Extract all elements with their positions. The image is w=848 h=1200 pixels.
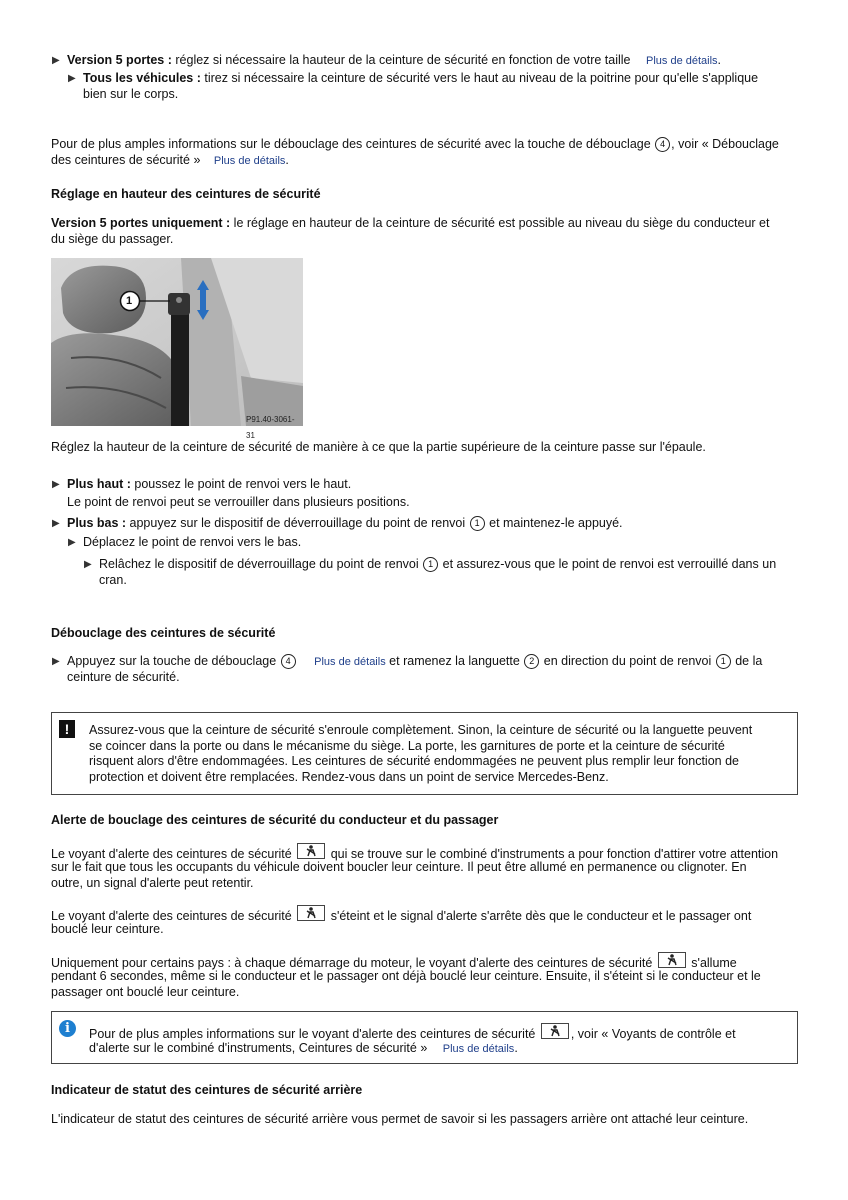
alert-para-3-cont: pendant 6 secondes, même si le conducteur et le passager ont déjà bouclé leur ceinture. Ensuite, il s'éteint si le conducteur et le <box>51 969 761 983</box>
callout-1-icon: 1 <box>716 654 731 669</box>
bullet-icon: ▶ <box>68 73 76 84</box>
callout-1-icon: 1 <box>470 516 485 531</box>
rear-para: L'indicateur de statut des ceintures de sécurité arrière vous permet de savoir si les passagers arrière ont attaché leur ceinture. <box>51 1112 749 1126</box>
alert-section-title: Alerte de bouclage des ceintures de sécurité du conducteur et du passager <box>51 813 499 827</box>
alert-para-1: Le voyant d'alerte des ceintures de sécurité qui se trouve sur le combiné d'instruments a pour fonction d'attirer votre attention <box>51 843 778 862</box>
bullet-all-vehicles-cont: bien sur le corps. <box>83 87 179 101</box>
bullet-icon: ▶ <box>52 479 60 490</box>
callout-2-icon: 2 <box>524 654 539 669</box>
bullet-icon: ▶ <box>52 55 60 66</box>
callout-4-icon: 4 <box>281 654 296 669</box>
alert-para-3-cont: passager ont bouclé leur ceinture. <box>51 985 240 999</box>
info-icon: i <box>59 1020 76 1037</box>
seatbelt-height-illustration <box>51 258 303 440</box>
seat-drawing <box>51 258 303 426</box>
seatbelt-warning-icon <box>297 905 325 921</box>
alert-para-1-cont: sur le fait que tous les occupants du véhicule doivent boucler leur ceinture. Il peut être allumé en permanence ou clignoter. En <box>51 860 747 874</box>
unbuckle-info-paragraph: Pour de plus amples informations sur le débouclage des ceintures de sécurité avec la touche de débouclage 4 , voir « Débouclage <box>51 137 779 151</box>
info-text-line: Pour de plus amples informations sur le voyant d'alerte des ceintures de sécurité , voir « Voyants de contrôle et <box>89 1023 736 1042</box>
bullet-icon: ▶ <box>52 656 60 667</box>
step-release: Relâchez le dispositif de déverrouillage du point de renvoi 1 et assurez-vous que le point de renvoi est verrouillé dans un <box>99 557 777 571</box>
step-up: Plus haut : poussez le point de renvoi vers le haut. <box>67 477 352 491</box>
unbuckle-step: Appuyez sur la touche de débouclage 4 Plus de détails et ramenez la languette 2 en direction du point de renvoi 1 de la <box>67 654 763 668</box>
bullet-icon: ▶ <box>84 559 92 570</box>
bullet-icon: ▶ <box>68 537 76 548</box>
details-link[interactable]: Plus de détails <box>442 1043 515 1055</box>
unbuckle-section-title: Débouclage des ceintures de sécurité <box>51 626 276 640</box>
height-intro: Version 5 portes uniquement : le réglage en hauteur de la ceinture de sécurité est possible au niveau du siège du conducteur et <box>51 216 770 230</box>
step-release-cont: cran. <box>99 573 127 587</box>
seatbelt-warning-icon <box>658 952 686 968</box>
alert-para-2: Le voyant d'alerte des ceintures de sécurité s'éteint et le signal d'alerte s'arrête dès que le conducteur et le passager ont <box>51 905 751 924</box>
bullet-icon: ▶ <box>52 518 60 529</box>
bullet-version5: Version 5 portes : réglez si nécessaire la hauteur de la ceinture de sécurité en fonction de votre taille Plus de détails. <box>67 53 722 67</box>
warning-text-line: risquent alors d'être endommagées. Les ceintures de sécurité endommagées ne peuvent plus remplir leur fonction de <box>89 754 739 768</box>
callout-1-icon: 1 <box>423 557 438 572</box>
image-callout-1: 1 <box>126 295 133 307</box>
bullet-all-vehicles: Tous les véhicules : tirez si nécessaire la ceinture de sécurité vers le haut au niveau de la poitrine pour qu'elle s'applique <box>83 71 759 85</box>
step-down: Plus bas : appuyez sur le dispositif de déverrouillage du point de renvoi 1 et maintenez-le appuyé. <box>67 516 623 530</box>
rear-section-title: Indicateur de statut des ceintures de sécurité arrière <box>51 1083 363 1097</box>
details-link[interactable]: Plus de détails <box>314 656 386 668</box>
alert-para-1-cont: outre, un signal d'alerte peut retentir. <box>51 876 254 890</box>
warning-text-line: protection et doivent être remplacées. Rendez-vous dans un point de service Mercedes-Benz. <box>89 770 609 784</box>
height-intro-cont: du siège du passager. <box>51 232 174 246</box>
unbuckle-info-paragraph-cont: des ceintures de sécurité » Plus de détails. <box>51 153 289 167</box>
alert-para-2-cont: bouclé leur ceinture. <box>51 922 164 936</box>
warning-text-line: se coincer dans la porte ou dans le mécanisme du siège. La porte, les garnitures de porte et la ceinture de sécurité <box>89 739 725 753</box>
warning-text-line: Assurez-vous que la ceinture de sécurité s'enroule complètement. Sinon, la ceinture de sécurité ou la languette peuvent <box>89 723 753 737</box>
step-up-note: Le point de renvoi peut se verrouiller dans plusieurs positions. <box>67 495 410 509</box>
warning-box <box>51 712 798 795</box>
unbuckle-step-cont: ceinture de sécurité. <box>67 670 180 684</box>
alert-para-3: Uniquement pour certains pays : à chaque démarrage du moteur, le voyant d'alerte des ceintures de sécurité s'allume <box>51 952 737 971</box>
exclamation-icon: ! <box>59 720 75 738</box>
details-link[interactable]: Plus de détails <box>646 55 718 67</box>
info-box <box>51 1011 798 1064</box>
info-text-line: d'alerte sur le combiné d'instruments, Ceintures de sécurité » Plus de détails. <box>89 1041 518 1055</box>
height-caption: Réglez la hauteur de la ceinture de sécurité de manière à ce que la partie supérieure de la ceinture passe sur l'épaule. <box>51 440 706 454</box>
seatbelt-warning-icon <box>541 1023 569 1039</box>
callout-4-icon: 4 <box>655 137 670 152</box>
step-move-down: Déplacez le point de renvoi vers le bas. <box>83 535 302 549</box>
details-link[interactable]: Plus de détails <box>213 155 286 167</box>
seatbelt-warning-icon <box>297 843 325 859</box>
image-code: P91.40-3061-31 <box>246 415 295 440</box>
height-section-title: Réglage en hauteur des ceintures de sécurité <box>51 187 321 201</box>
